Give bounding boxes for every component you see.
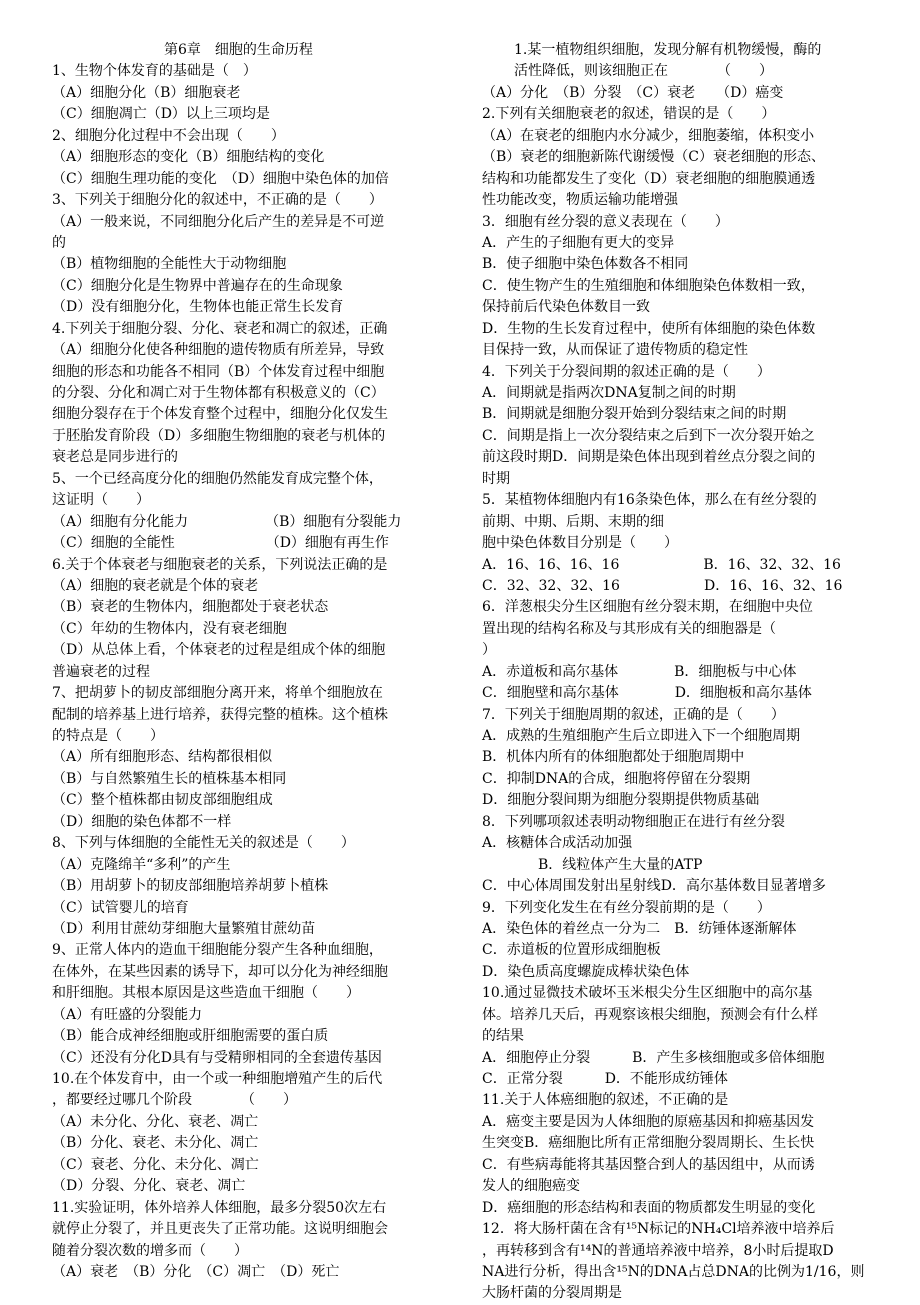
left-text-line: 1、生物个体发育的基础是（ ） bbox=[52, 63, 257, 80]
left-text-line: （D）从总体上看，个体衰老的过程是组成个体的细胞 bbox=[52, 642, 386, 659]
right-text-line: A．细胞停止分裂 B．产生多核细胞或多倍体细胞 bbox=[482, 1049, 825, 1066]
left-text-line: 随着分裂次数的增多而（ ） bbox=[52, 1242, 248, 1259]
right-text-line: 前这段时期D．间期是染色体出现到着丝点分裂之间的 bbox=[482, 449, 816, 466]
right-text-line: A．赤道板和高尔基体 B．细胞板与中心体 bbox=[482, 663, 797, 680]
right-text-line: C．抑制DNA的合成，细胞将停留在分裂期 bbox=[482, 770, 751, 787]
right-text-line: C．使生物产生的生殖细胞和体细胞染色体数相一致， bbox=[482, 277, 815, 294]
right-text-line: 保持前后代染色体数目一致 bbox=[482, 299, 650, 316]
right-text-line: 10.通过显微技术破坏玉米根尖分生区细胞中的高尔基 bbox=[482, 985, 813, 1002]
left-text-line: 细胞的形态和功能各不相同（B）个体发育过程中细胞 bbox=[52, 363, 385, 380]
right-text-line: C．细胞壁和高尔基体 D．细胞板和高尔基体 bbox=[482, 685, 812, 702]
left-text-line: （A）一般来说，不同细胞分化后产生的差异是不可逆 bbox=[52, 213, 385, 230]
left-text-line: （A）未分化、分化、衰老、凋亡 bbox=[52, 1113, 259, 1130]
left-text-line: 7、把胡萝卜的韧皮部细胞分离开来，将单个细胞放在 bbox=[52, 685, 383, 702]
right-text-line: A．核糖体合成活动加强 bbox=[482, 835, 633, 852]
right-text-line: C．有些病毒能将其基因整合到人的基因组中，从而诱 bbox=[482, 1156, 815, 1173]
left-text-line: （C）细胞的全能性 （D）细胞有再生作 bbox=[52, 535, 389, 552]
left-text-line: 这证明（ ） bbox=[52, 492, 150, 509]
right-text-line: 性功能改变，物质运输功能增强 bbox=[482, 192, 678, 209]
left-text-line: 的分裂、分化和凋亡对于生物体都有积极意义的（C） bbox=[52, 385, 385, 401]
right-text-line: 11.关于人体癌细胞的叙述，不正确的是 bbox=[482, 1092, 729, 1109]
right-text-line: B．机体内所有的体细胞都处于细胞周期中 bbox=[482, 749, 745, 766]
right-column bbox=[482, 40, 874, 1302]
left-text-line: （A）细胞形态的变化（B）细胞结构的变化 bbox=[52, 149, 325, 166]
left-text-line: 的 bbox=[52, 234, 66, 251]
left-text-line: （D）利用甘蔗幼芽细胞大量繁殖甘蔗幼苗 bbox=[52, 920, 316, 937]
left-text-line: （A）细胞的衰老就是个体的衰老 bbox=[52, 577, 259, 594]
right-text-line: A．产生的子细胞有更大的变异 bbox=[482, 234, 675, 251]
right-text-line: 5．某植物体细胞内有16条染色体，那么在有丝分裂的 bbox=[482, 492, 817, 509]
left-text-line: 6.关于个体衰老与细胞衰老的关系，下列说法正确的是 bbox=[52, 556, 388, 573]
left-text-line: （B）与自然繁殖生长的植株基本相同 bbox=[52, 770, 287, 787]
right-text-line: 4．下列关于分裂间期的叙述正确的是（ ） bbox=[482, 363, 771, 380]
left-text-line: （A）细胞分化（B）细胞衰老 bbox=[52, 84, 241, 101]
right-text-line: D．染色质高度螺旋成棒状染色体 bbox=[482, 963, 690, 980]
right-text-line: D．细胞分裂间期为细胞分裂期提供物质基础 bbox=[482, 792, 760, 809]
right-text-line: （B）衰老的细胞新陈代谢缓慢（C）衰老细胞的形态、 bbox=[482, 149, 825, 166]
left-text-line: 9、正常人体内的造血干细胞能分裂产生各种血细胞， bbox=[52, 942, 383, 959]
left-text-line: 2、细胞分化过程中不会出现（ ） bbox=[52, 127, 285, 144]
left-text-line: （A）有旺盛的分裂能力 bbox=[52, 1006, 203, 1023]
left-text-line: （D）没有细胞分化，生物体也能正常生长发育 bbox=[52, 299, 344, 316]
left-text-line: 在体外，在某些因素的诱导下，却可以分化为神经细胞 bbox=[52, 963, 388, 980]
right-text-line: 6．洋葱根尖分生区细胞有丝分裂末期，在细胞中央位 bbox=[482, 599, 813, 616]
right-text-line: A．16、16、16、16 B．16、32、32、16 bbox=[482, 556, 841, 573]
left-text-line: （C）试管婴儿的培育 bbox=[52, 899, 189, 916]
right-text-line: ，再转移到含有¹⁴N的普通培养液中培养，8小时后提取D bbox=[482, 1242, 834, 1259]
right-text-line: 12．将大肠杆菌在含有¹⁵N标记的NH₄Cl培养液中培养后 bbox=[482, 1221, 835, 1238]
left-text-line: （A）所有细胞形态、结构都很相似 bbox=[52, 749, 273, 766]
right-text-line: 胞中染色体数目分别是（ ） bbox=[482, 535, 678, 552]
left-text-line: 配制的培养基上进行培养，获得完整的植株。这个植株 bbox=[52, 706, 388, 723]
left-text-line: （B）植物细胞的全能性大于动物细胞 bbox=[52, 256, 287, 273]
right-text-line: B．使子细胞中染色体数各不相同 bbox=[482, 256, 689, 273]
right-text-line: 大肠杆菌的分裂周期是 bbox=[482, 1285, 622, 1302]
right-text-line: 2.下列有关细胞衰老的叙述，错误的是（ ） bbox=[482, 106, 776, 123]
right-text-line: 前期、中期、后期、末期的细 bbox=[482, 513, 664, 530]
left-text-line: （D）细胞的染色体都不一样 bbox=[52, 813, 232, 830]
left-text-line: ，都要经过哪几个阶段 （ ） bbox=[52, 1092, 297, 1109]
right-text-line: ） bbox=[482, 642, 496, 659]
left-text-line: （A）衰老 （B）分化 （C）凋亡 （D）死亡 bbox=[52, 1263, 340, 1280]
left-text-line: （C）细胞凋亡（D）以上三项均是 bbox=[52, 106, 270, 123]
right-text-line: A．染色体的着丝点一分为二 B．纺锤体逐渐解体 bbox=[482, 920, 797, 937]
left-column bbox=[52, 40, 444, 1292]
left-text-line: 的特点是（ ） bbox=[52, 728, 164, 744]
left-text-line: （B）衰老的生物体内，细胞都处于衰老状态 bbox=[52, 599, 329, 616]
left-text-line: （A）细胞分化使各种细胞的遗传物质有所差异，导致 bbox=[52, 342, 385, 359]
right-text-line: NA进行分析，得出含¹⁵N的DNA占总DNA的比例为1/16，则 bbox=[482, 1263, 865, 1280]
left-text-line: （C）整个植株都由韧皮部细胞组成 bbox=[52, 792, 273, 809]
chapter-title: 第6章 细胞的生命历程 bbox=[164, 42, 313, 58]
right-text-line: 发人的细胞癌变 bbox=[482, 1178, 580, 1195]
left-text-line: 衰老总是同步进行的 bbox=[52, 449, 178, 466]
right-text-line: A．成熟的生殖细胞产生后立即进入下一个细胞周期 bbox=[482, 728, 801, 744]
right-text-line: 8．下列哪项叙述表明动物细胞正在进行有丝分裂 bbox=[482, 813, 785, 830]
right-text-line: B．间期就是细胞分裂开始到分裂结束之间的时期 bbox=[482, 406, 787, 423]
left-text-line: （C）还没有分化D具有与受精卵相同的全套遗传基因 bbox=[52, 1049, 382, 1066]
right-text-line: D．癌细胞的形态结构和表面的物质都发生明显的变化 bbox=[482, 1199, 816, 1216]
left-text-line: 3、下列关于细胞分化的叙述中，不正确的是（ ） bbox=[52, 192, 383, 209]
left-text-line: （A）细胞有分化能力 （B）细胞有分裂能力 bbox=[52, 513, 402, 530]
left-text-line: （C）衰老、分化、未分化、凋亡 bbox=[52, 1156, 259, 1173]
right-text-line: D．生物的生长发育过程中，使所有体细胞的染色体数 bbox=[482, 320, 816, 337]
left-text-line: 11.实验证明，体外培养人体细胞，最多分裂50次左右 bbox=[52, 1199, 387, 1216]
left-text-line: 5、一个已经高度分化的细胞仍然能发育成完整个体， bbox=[52, 470, 383, 487]
left-text-line: （C）细胞分化是生物界中普遍存在的生命现象 bbox=[52, 277, 343, 294]
left-text-line: 4.下列关于细胞分裂、分化、衰老和凋亡的叙述，正确 bbox=[52, 320, 388, 337]
right-text-line: （A）在衰老的细胞内水分减少，细胞萎缩，体积变小 bbox=[482, 127, 815, 144]
left-text-line: 10.在个体发育中，由一个或一种细胞增殖产生的后代 bbox=[52, 1071, 383, 1087]
right-text-line: C．正常分裂 D．不能形成纺锤体 bbox=[482, 1071, 728, 1087]
left-text-line: （A）克隆绵羊“多利”的产生 bbox=[52, 856, 231, 873]
right-text-line: 置出现的结构名称及与其形成有关的细胞器是（ bbox=[482, 620, 776, 637]
left-text-line: 细胞分裂存在于个体发育整个过程中，细胞分化仅发生 bbox=[52, 406, 388, 423]
right-text-line: 体。培养几天后，再观察该根尖细胞，预测会有什么样 bbox=[482, 1006, 818, 1023]
left-text-line: （B）用胡萝卜的韧皮部细胞培养胡萝卜植株 bbox=[52, 878, 329, 895]
left-text-line: （D）分裂、分化、衰老、凋亡 bbox=[52, 1178, 246, 1195]
right-text-line: B．线粒体产生大量的ATP bbox=[538, 856, 703, 873]
left-text-line: 普遍衰老的过程 bbox=[52, 663, 150, 680]
right-text-line: 目保持一致，从而保证了遗传物质的稳定性 bbox=[482, 342, 748, 359]
right-text-line: 活性降低，则该细胞正在 （ ） bbox=[514, 63, 773, 80]
right-text-line: 的结果 bbox=[482, 1028, 524, 1045]
right-text-line: （A）分化 （B）分裂 （C）衰老 （D）癌变 bbox=[482, 84, 784, 101]
right-text-line: A．癌变主要是因为人体细胞的原癌基因和抑癌基因发 bbox=[482, 1113, 815, 1130]
left-text-line: （C）年幼的生物体内，没有衰老细胞 bbox=[52, 620, 287, 637]
left-text-line: 就停止分裂了，并且更丧失了正常功能。这说明细胞会 bbox=[52, 1221, 388, 1238]
left-text-line: （C）细胞生理功能的变化 （D）细胞中染色体的加倍 bbox=[52, 170, 389, 187]
right-text-line: 3．细胞有丝分裂的意义表现在（ ） bbox=[482, 213, 729, 230]
left-text-line: 和肝细胞。其根本原因是这些造血干细胞（ ） bbox=[52, 985, 360, 1002]
left-text-line: （B）分化、衰老、未分化、凋亡 bbox=[52, 1135, 259, 1152]
left-text-line: 于胚胎发育阶段（D）多细胞生物细胞的衰老与机体的 bbox=[52, 427, 386, 444]
right-text-line: A．间期就是指两次DNA复制之间的时期 bbox=[482, 385, 736, 401]
right-text-line: 1.某一植物组织细胞，发现分解有机物缓慢，酶的 bbox=[514, 42, 822, 58]
right-text-line: C．中心体周围发射出星射线D．高尔基体数目显著增多 bbox=[482, 878, 826, 895]
right-text-line: C．间期是指上一次分裂结束之后到下一次分裂开始之 bbox=[482, 427, 815, 444]
right-text-line: C．赤道板的位置形成细胞板 bbox=[482, 942, 661, 959]
left-text-line: （B）能合成神经细胞或肝细胞需要的蛋白质 bbox=[52, 1028, 329, 1045]
left-text-line: 8、下列与体细胞的全能性无关的叙述是（ ） bbox=[52, 835, 355, 852]
right-text-line: 结构和功能都发生了变化（D）衰老细胞的细胞膜通透 bbox=[482, 170, 816, 187]
right-text-line: 生突变B．癌细胞比所有正常细胞分裂周期长、生长快 bbox=[482, 1135, 815, 1152]
right-text-line: 7．下列关于细胞周期的叙述，正确的是（ ） bbox=[482, 706, 785, 723]
right-text-line: 9．下列变化发生在有丝分裂前期的是（ ） bbox=[482, 899, 771, 916]
right-text-line: 时期 bbox=[482, 470, 510, 487]
right-text-line: C．32、32、32、16 D．16、16、32、16 bbox=[482, 577, 843, 594]
